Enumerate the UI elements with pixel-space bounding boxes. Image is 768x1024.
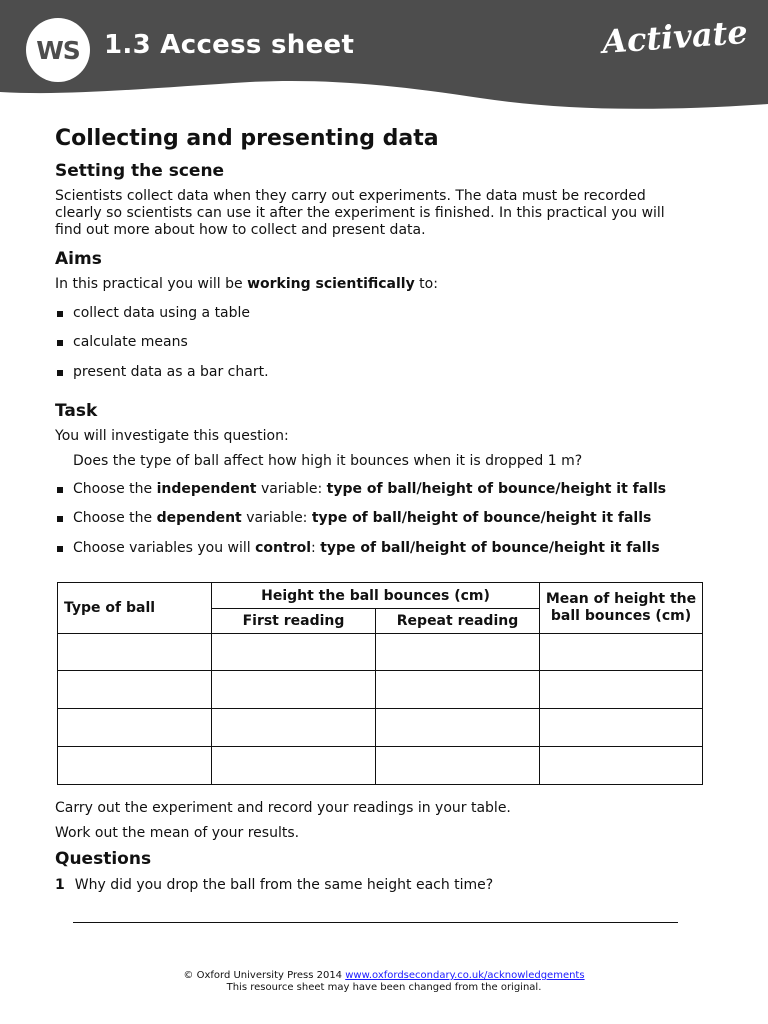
- answer-line[interactable]: [73, 922, 678, 923]
- table-cell-mean[interactable]: [540, 671, 703, 709]
- results-table: [57, 582, 703, 785]
- aim-item: collect data using a table: [55, 305, 250, 322]
- table-cell-first[interactable]: [212, 634, 376, 671]
- table-cell-mean[interactable]: [540, 634, 703, 671]
- header-mean: Mean of height the ball bounces (cm): [540, 583, 703, 634]
- table-cell-mean[interactable]: [540, 747, 703, 785]
- setting-heading: Setting the scene: [55, 161, 225, 181]
- table-cell-first[interactable]: [212, 709, 376, 747]
- setting-text: Scientists collect data when they carry out experiments. The data must be recorded clearly so scientists can use it after the experiment is finished. In this practical you will find out more about how to collect and present data.: [55, 188, 665, 238]
- table-cell-repeat[interactable]: [376, 747, 540, 785]
- task-item-mid: variable:: [256, 481, 327, 497]
- instruction-record: Carry out the experiment and record your readings in your table.: [55, 800, 511, 816]
- question-1-number: 1: [55, 877, 65, 893]
- table-cell-type[interactable]: [58, 634, 212, 671]
- footer-note: This resource sheet may have been changed from the original.: [226, 982, 542, 993]
- question-1: [55, 877, 493, 894]
- task-item-options: type of ball/height of bounce/height it falls: [326, 481, 667, 497]
- header-first-reading: First reading: [212, 609, 376, 634]
- instruction-mean: Work out the mean of your results.: [55, 825, 300, 841]
- task-item-key: independent: [156, 481, 257, 497]
- footer-copyright-line: [0, 970, 768, 982]
- table-cell-type[interactable]: [58, 671, 212, 709]
- acknowledgements-link[interactable]: www.oxfordsecondary.co.uk/acknowledgements: [345, 970, 585, 981]
- aims-intro-pre: In this practical you will be: [55, 276, 248, 292]
- page-title: Collecting and presenting data: [55, 126, 439, 151]
- task-question: Does the type of ball affect how high it bounces when it is dropped 1 m?: [73, 453, 583, 469]
- header-type-of-ball: Type of ball: [58, 583, 212, 634]
- task-item-options: type of ball/height of bounce/height it falls: [311, 510, 652, 526]
- table-cell-first[interactable]: [212, 747, 376, 785]
- table-row: [58, 634, 703, 671]
- aims-intro: [55, 276, 438, 293]
- task-item: [55, 481, 666, 498]
- table-row: [58, 671, 703, 709]
- task-item-mid: variable:: [241, 510, 312, 526]
- worksheet-badge: WS: [26, 18, 90, 82]
- task-item-pre: Choose the: [73, 481, 157, 497]
- aims-intro-post: to:: [414, 276, 438, 292]
- table-cell-repeat[interactable]: [376, 634, 540, 671]
- table-row: [58, 709, 703, 747]
- footer: [0, 970, 768, 994]
- task-item: [55, 540, 660, 557]
- task-item-pre: Choose the: [73, 510, 157, 526]
- task-item-options: type of ball/height of bounce/height it falls: [320, 540, 660, 556]
- task-heading: Task: [55, 401, 98, 421]
- table-cell-type[interactable]: [58, 709, 212, 747]
- header-height-group: Height the ball bounces (cm): [212, 583, 540, 609]
- task-intro: You will investigate this question:: [55, 428, 289, 444]
- task-item-key: dependent: [156, 510, 242, 526]
- brand-logo: Activate: [601, 12, 750, 62]
- task-item-key: control: [255, 540, 312, 556]
- question-1-text: Why did you drop the ball from the same height each time?: [74, 877, 494, 893]
- task-item: [55, 510, 651, 527]
- header-repeat-reading: Repeat reading: [376, 609, 540, 634]
- questions-heading: Questions: [55, 849, 152, 869]
- aims-intro-bold: working scientifically: [247, 276, 415, 292]
- aim-item: present data as a bar chart.: [55, 364, 269, 381]
- sheet-title: 1.3 Access sheet: [104, 30, 355, 60]
- task-item-mid: :: [311, 540, 321, 556]
- task-item-pre: Choose variables you will: [73, 540, 256, 556]
- aim-item: calculate means: [55, 334, 188, 351]
- table-cell-repeat[interactable]: [376, 671, 540, 709]
- table-cell-repeat[interactable]: [376, 709, 540, 747]
- copyright-text: © Oxford University Press 2014: [183, 970, 346, 981]
- table-cell-mean[interactable]: [540, 709, 703, 747]
- aims-heading: Aims: [55, 249, 102, 269]
- table-cell-type[interactable]: [58, 747, 212, 785]
- table-cell-first[interactable]: [212, 671, 376, 709]
- table-row: [58, 747, 703, 785]
- header-banner: [0, 0, 768, 115]
